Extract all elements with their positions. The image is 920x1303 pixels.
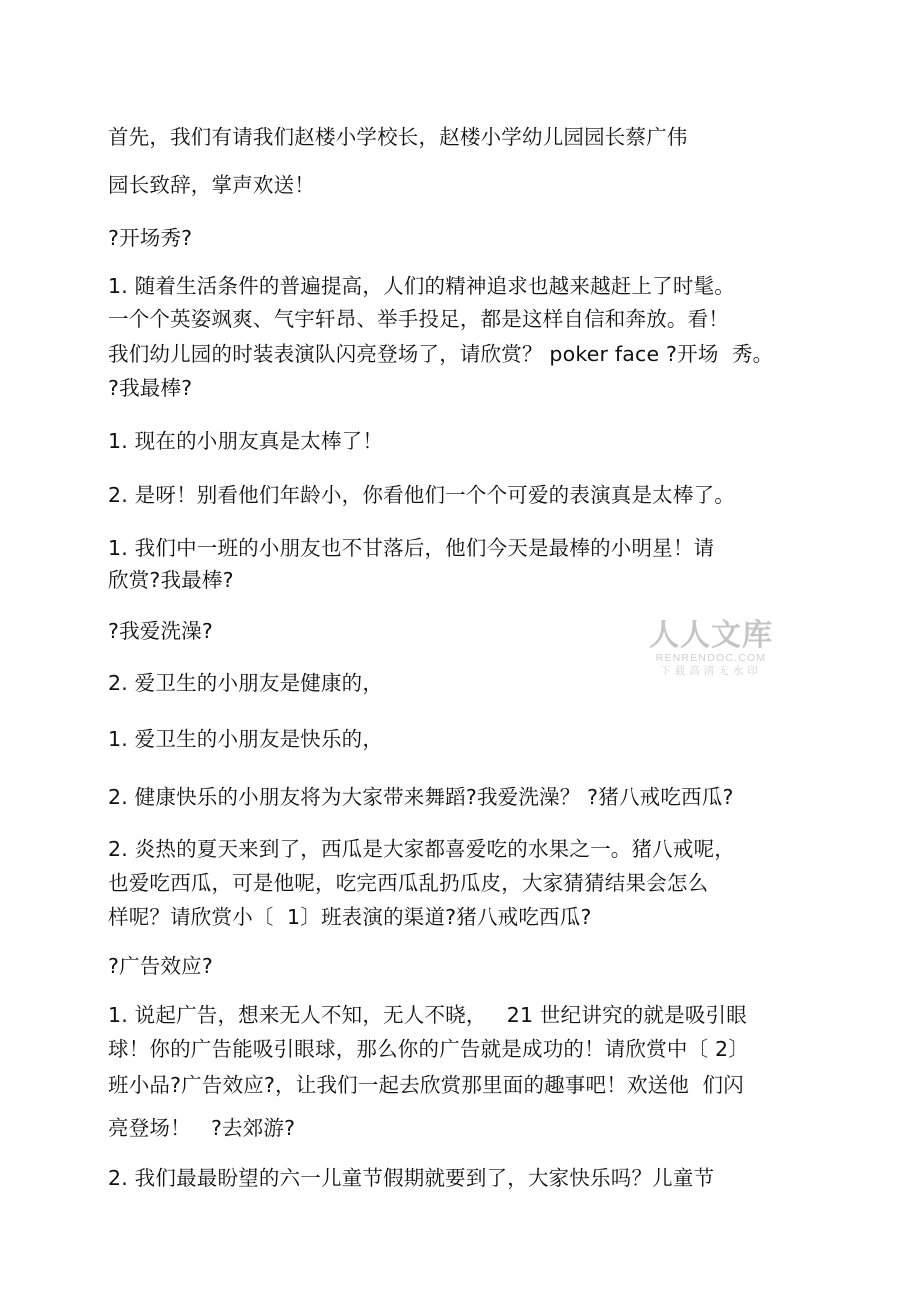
text-line: 2. 爱卫生的小朋友是健康的，: [108, 671, 384, 695]
text-line: 首先，我们有请我们赵楼小学校长，赵楼小学幼儿园园长蔡广伟: [108, 125, 688, 149]
text-line: 1. 我们中一班的小朋友也不甘落后，他们今天是最棒的小明星！请: [108, 536, 715, 560]
text-line: 也爱吃西瓜，可是他呢，吃完西瓜乱扔瓜皮，大家猜猜结果会怎么: [108, 871, 709, 895]
text-line: 1. 现在的小朋友真是太棒了！: [108, 429, 384, 453]
watermark: [646, 620, 776, 678]
text-line: 班小品?广告效应?，让我们一起去欣赏那里面的趣事吧！欢送他 们闪: [108, 1073, 744, 1097]
text-line: 2. 炎热的夏天来到了，西瓜是大家都喜爱吃的水果之一。猪八戒呢，: [108, 837, 735, 861]
text-line: 2. 是呀！别看他们年龄小，你看他们一个个可爱的表演真是太棒了。: [108, 483, 735, 507]
section-heading: ?广告效应?: [108, 954, 213, 978]
text-line: 2. 健康快乐的小朋友将为大家带来舞蹈?我爱洗澡？ ?猪八戒吃西瓜?: [108, 785, 734, 809]
watermark-title: 人人文库: [649, 618, 773, 653]
text-line: 1. 随着生活条件的普遍提高，人们的精神追求也越来越赶上了时髦。: [108, 274, 735, 298]
text-line: 1. 说起广告，想来无人不知，无人不晓， 21 世纪讲究的就是吸引眼: [108, 1003, 747, 1027]
watermark-url: RENRENDOC.COM: [655, 652, 767, 664]
section-heading: ?我最棒?: [108, 376, 193, 400]
section-heading: ?我爱洗澡?: [108, 619, 213, 643]
watermark-subtitle: 下载高清无水印: [660, 665, 762, 677]
section-heading: ?开场秀?: [108, 226, 193, 250]
text-line: 我们幼儿园的时装表演队闪亮登场了，请欣赏？ poker face ?开场 秀。: [108, 342, 774, 366]
text-line: 2. 我们最最盼望的六一儿童节假期就要到了，大家快乐吗？儿童节: [108, 1166, 715, 1190]
text-line: 一个个英姿飒爽、气宇轩昂、举手投足，都是这样自信和奔放。看！: [108, 307, 729, 331]
text-line: 亮登场！ ?去郊游?: [108, 1116, 296, 1140]
text-line: 样呢？请欣赏小〔 1〕班表演的渠道?猪八戒吃西瓜?: [108, 905, 592, 929]
text-line: 欣赏?我最棒?: [108, 568, 234, 592]
text-line: 园长致辞，掌声欢送！: [108, 173, 315, 197]
text-line: 1. 爱卫生的小朋友是快乐的，: [108, 727, 384, 751]
text-line: 球！你的广告能吸引眼球，那么你的广告就是成功的！请欣赏中〔 2〕: [108, 1037, 749, 1061]
